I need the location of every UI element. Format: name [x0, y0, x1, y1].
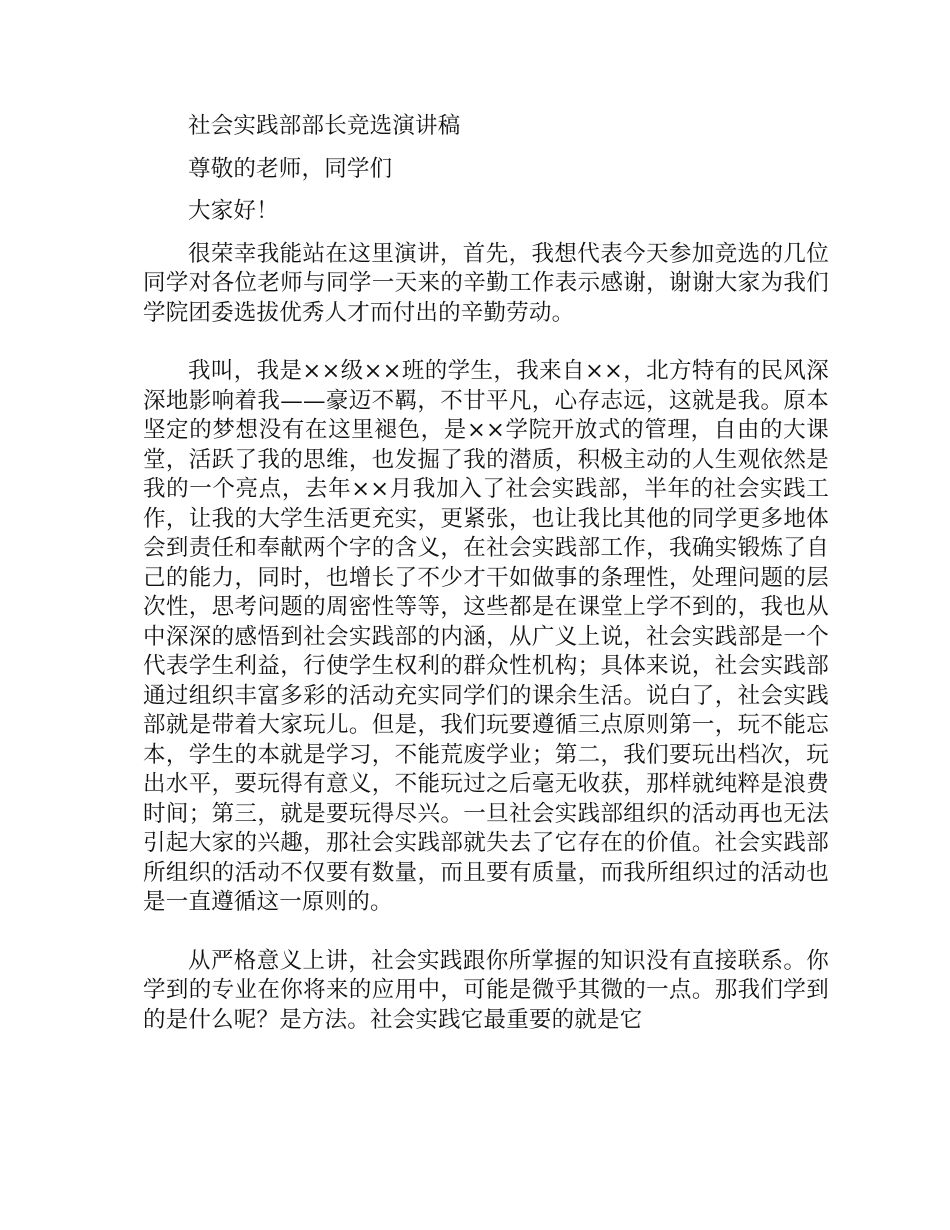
spacer	[143, 328, 829, 357]
spacer	[143, 142, 829, 155]
paragraph-introduction: 我叫，我是××级××班的学生，我来自××，北方特有的民风深深地影响着我——豪迈不羁，不甘平凡，心存志远，这就是我。原本坚定的梦想没有在这里褪色，是××学院开放式的管理，自由的大课堂，活跃了我的思维，也发掘了我的潜质，积极主动的人生观依然是我的一个亮点，去年××月我加入了社会实践部，半年的社会实践工作，让我的大学生活更充实，更紧张，也让我比其他的同学更多地体会到责任和奉献两个字的含义，在社会实践部工作，我确实锻炼了自己的能力，同时，也增长了不少才干如做事的条理性，处理问题的层次性，思考问题的周密性等等，这些都是在课堂上学不到的，我也从中深深的感悟到社会实践部的内涵，从广义上说，社会实践部是一个代表学生利益，行使学生权利的群众性机构；具体来说，社会实践部通过组织丰富多彩的活动充实同学们的课余生活。说白了，社会实践部就是带着大家玩儿。但是，我们玩要遵循三点原则第一，玩不能忘本，学生的本就是学习，不能荒废学业；第二，我们要玩出档次，玩出水平，要玩得有意义，不能玩过之后毫无收获，那样就纯粹是浪费时间；第三，就是要玩得尽兴。一旦社会实践部组织的活动再也无法引起大家的兴趣，那社会实践部就失去了它存在的价值。社会实践部所组织的活动不仅要有数量，而且要有质量，而我所组织过的活动也是一直遵循这一原则的。	[143, 358, 829, 915]
spacer	[143, 184, 829, 197]
document-title: 社会实践部部长竞选演讲稿	[188, 113, 461, 139]
spacer	[143, 227, 829, 240]
spacer	[143, 918, 829, 947]
greeting: 大家好！	[188, 198, 279, 224]
document-body	[143, 112, 829, 1035]
paragraph-thanks: 很荣幸我能站在这里演讲，首先，我想代表今天参加竞选的几位同学对各位老师与同学一天来的辛勤工作表示感谢，谢谢大家为我们学院团委选拔优秀人才而付出的辛勤劳动。	[143, 240, 829, 326]
paragraph-practice-meaning: 从严格意义上讲，社会实践跟你所掌握的知识没有直接联系。你学到的专业在你将来的应用中，可能是微乎其微的一点。那我们学到的是什么呢？是方法。社会实践它最重要的就是它	[143, 947, 829, 1033]
salutation: 尊敬的老师，同学们	[188, 155, 393, 182]
